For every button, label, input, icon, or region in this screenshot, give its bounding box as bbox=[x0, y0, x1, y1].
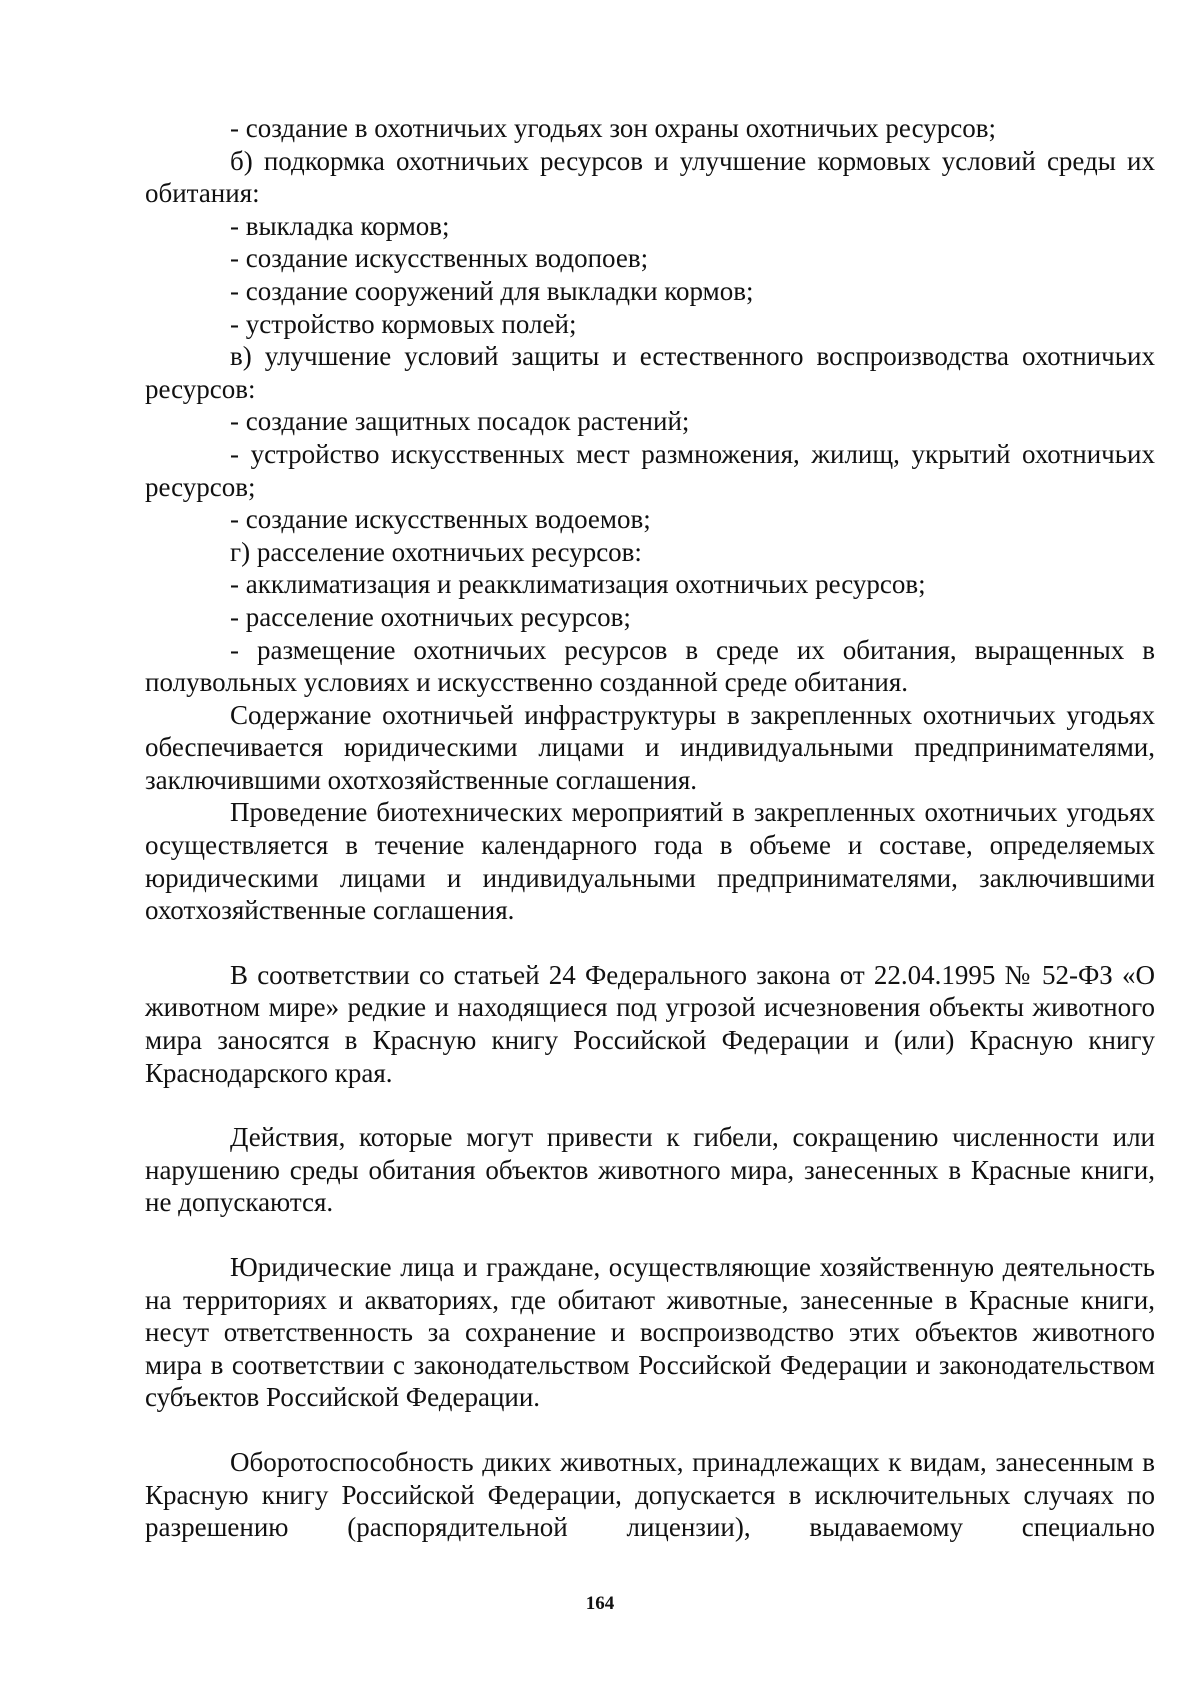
paragraph-turnover: Оборотоспособность диких животных, принадлежащих к видам, занесенным в Красную книгу Российской Федерации, допускается в исключительных случаях по разрешению (распорядительной лицензии), выдаваемому специально bbox=[145, 1446, 1155, 1543]
list-item: - акклиматизация и реакклиматизация охотничьих ресурсов; bbox=[230, 569, 926, 600]
list-item: - создание защитных посадок растений; bbox=[230, 406, 690, 437]
list-heading-b: б) подкормка охотничьих ресурсов и улучшение кормовых условий среды их обитания: bbox=[145, 145, 1155, 209]
paragraph-liability: Юридические лица и граждане, осуществляющие хозяйственную деятельность на территориях и акваториях, где обитают животные, занесенные в Красные книги, несут ответственность за сохранение и воспроизводство этих объектов животного мира в соответствии с законодательством Российской Федерации и законодательством субъектов Российской Федерации. bbox=[145, 1252, 1155, 1413]
list-heading-c: в) улучшение условий защиты и естественного воспроизводства охотничьих ресурсов: bbox=[145, 341, 1155, 404]
list-item: - создание искусственных водопоев; bbox=[230, 243, 649, 274]
paragraph-prohibited-actions: Действия, которые могут привести к гибели, сокращению численности или нарушению среды обитания объектов животного мира, занесенных в Красные книги, не допускаются. bbox=[145, 1122, 1155, 1218]
list-item: - создание в охотничьих угодьях зон охраны охотничьих ресурсов; bbox=[230, 113, 996, 143]
list-item: - создание сооружений для выкладки кормов; bbox=[230, 275, 754, 306]
document-page bbox=[145, 112, 1155, 1544]
list-item: - устройство кормовых полей; bbox=[230, 308, 577, 339]
list-item: - создание искусственных водоемов; bbox=[230, 504, 651, 535]
list-item: - устройство искусственных мест размножения, жилищ, укрытий охотничьих ресурсов; bbox=[145, 438, 1155, 502]
paragraph-law-reference: В соответствии со статьей 24 Федерального закона от 22.04.1995 № 52-ФЗ «О животном мире» редкие и находящиеся под угрозой исчезновения объекты животного мира заносятся в Красную книгу Российской Федерации и (или) Красную книгу Краснодарского края. bbox=[145, 959, 1155, 1088]
list-item: - размещение охотничьих ресурсов в среде их обитания, выращенных в полувольных условиях и искусственно созданной среде обитания. bbox=[145, 634, 1155, 698]
paragraph-infrastructure: Содержание охотничьей инфраструктуры в закрепленных охотничьих угодьях обеспечивается юридическими лицами и индивидуальными предпринимателями, заключившими охотхозяйственные соглашения. bbox=[145, 699, 1155, 795]
paragraph-biotechnical: Проведение биотехнических мероприятий в закрепленных охотничьих угодьях осуществляется в течение календарного года в объеме и составе, определяемых юридическими лицами и индивидуальными предпринимателями, заключившими охотхозяйственные соглашения. bbox=[145, 797, 1155, 926]
list-item: - расселение охотничьих ресурсов; bbox=[230, 601, 631, 632]
list-heading-d: г) расселение охотничьих ресурсов: bbox=[230, 536, 642, 567]
list-item: - выкладка кормов; bbox=[230, 210, 450, 241]
page-number: 164 bbox=[585, 1593, 615, 1614]
